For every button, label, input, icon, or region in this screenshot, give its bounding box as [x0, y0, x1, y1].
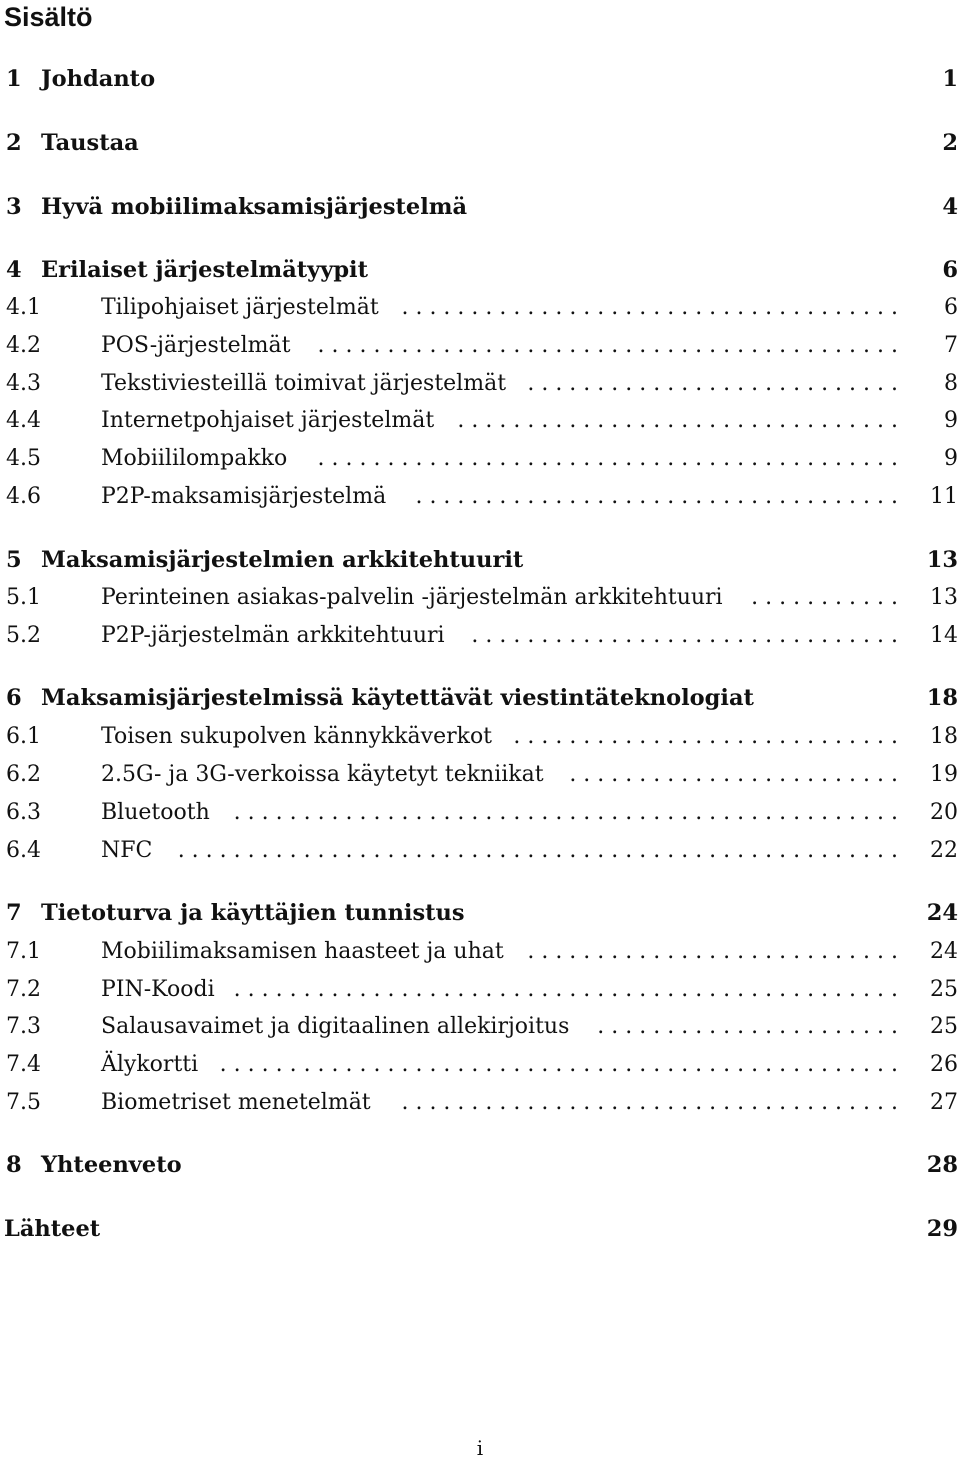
toc-entry-number: 7.1	[6, 938, 41, 964]
toc-entry-number: 4.3	[6, 370, 41, 396]
toc-entry-page: 2	[942, 130, 958, 156]
toc-entry-title: Tietoturva ja käyttäjien tunnistus	[41, 900, 465, 926]
toc-entry-page: 18	[926, 685, 958, 711]
toc-section-entry[interactable]	[0, 833, 960, 867]
toc-section-entry[interactable]	[0, 1085, 960, 1119]
toc-entry-page: 8	[944, 370, 958, 396]
toc-entry-number: 4.2	[6, 332, 41, 358]
toc-entry-page: 11	[930, 483, 958, 509]
toc-entry-title: Salausavaimet ja digitaalinen allekirjoitus	[101, 1013, 570, 1039]
toc-dot-leader: . . . . . . . . . . . . . . . . . . . . . . . . . . . . . . . . . . . . . . . . . . . . . . . . . . . .	[170, 837, 898, 863]
toc-entry-number: 2	[6, 130, 22, 156]
toc-entry-title: 2.5G- ja 3G-verkoissa käytetyt tekniikat	[101, 761, 544, 787]
toc-entry-number: 5	[6, 547, 22, 573]
toc-entry-title: Erilaiset järjestelmätyypit	[41, 257, 368, 283]
toc-entry-number: 6.2	[6, 761, 41, 787]
toc-entry-title: Hyvä mobiilimaksamisjärjestelmä	[41, 194, 468, 220]
toc-entry-title: Maksamisjärjestelmien arkkitehtuurit	[41, 547, 524, 573]
toc-section-entry[interactable]	[0, 719, 960, 753]
toc-chapter-entry[interactable]	[0, 681, 960, 715]
toc-entry-page: 9	[944, 445, 958, 471]
toc-entry-page: 25	[930, 1013, 958, 1039]
toc-chapter-entry[interactable]	[0, 1148, 960, 1182]
toc-dot-leader: . . . . . . . . . . . . . . . . . . . . . . . . . . . .	[506, 723, 898, 749]
toc-entry-number: 4	[6, 257, 22, 283]
toc-dot-leader: . . . . . . . . . . . . . . . . . . . . . . . . . . . . . . . .	[450, 407, 898, 433]
toc-chapter-entry[interactable]	[0, 126, 960, 160]
toc-entry-title: Biometriset menetelmät	[101, 1089, 371, 1115]
toc-entry-page: 6	[944, 294, 958, 320]
toc-entry-title: Johdanto	[41, 66, 156, 92]
toc-entry-title: NFC	[101, 837, 153, 863]
toc-chapter-entry[interactable]	[0, 190, 960, 224]
toc-entry-title: Älykortti	[101, 1051, 199, 1077]
toc-entry-page: 25	[930, 976, 958, 1002]
toc-entry-title: Toisen sukupolven kännykkäverkot	[101, 723, 493, 749]
toc-dot-leader: . . . . . . . . . . . . . . . . . . . . . . . . . . . . . . . . . . . . . . . . . . . . . . . .	[226, 799, 898, 825]
toc-entry-page: 18	[930, 723, 958, 749]
toc-dot-leader: . . . . . . . . . . .	[744, 584, 898, 610]
toc-dot-leader: . . . . . . . . . . . . . . . . . . . . . . . . . . . . . . . . . . . . . . . . . .	[310, 445, 898, 471]
toc-entry-page: 28	[926, 1152, 958, 1178]
toc-entry-page: 20	[930, 799, 958, 825]
toc-section-entry[interactable]	[0, 441, 960, 475]
toc-section-entry[interactable]	[0, 1047, 960, 1081]
toc-entry-number: 4.1	[6, 294, 41, 320]
toc-chapter-entry[interactable]	[0, 896, 960, 930]
toc-section-entry[interactable]	[0, 972, 960, 1006]
toc-section-entry[interactable]	[0, 795, 960, 829]
toc-entry-number: 7.4	[6, 1051, 41, 1077]
toc-dot-leader: . . . . . . . . . . . . . . . . . . . . . . . . . . . . . . . . . . . . . . . . . . . . . . . . .	[212, 1051, 898, 1077]
toc-section-entry[interactable]	[0, 1009, 960, 1043]
toc-entry-number: 7.5	[6, 1089, 41, 1115]
toc-entry-title: Maksamisjärjestelmissä käytettävät viestintäteknologiat	[41, 685, 754, 711]
toc-entry-page: 29	[926, 1216, 958, 1242]
toc-entry-number: 7.2	[6, 976, 41, 1002]
toc-entry-page: 4	[942, 194, 958, 220]
toc-section-entry[interactable]	[0, 757, 960, 791]
page-number: i	[476, 1436, 484, 1460]
toc-section-entry[interactable]	[0, 328, 960, 362]
toc-entry-page: 24	[926, 900, 958, 926]
toc-entry-number: 5.2	[6, 622, 41, 648]
toc-entry-title: Lähteet	[4, 1216, 101, 1242]
toc-entry-number: 3	[6, 194, 22, 220]
toc-entry-number: 4.6	[6, 483, 41, 509]
toc-entry-number: 6.1	[6, 723, 41, 749]
toc-section-entry[interactable]	[0, 366, 960, 400]
toc-entry-number: 4.5	[6, 445, 41, 471]
toc-entry-title: Yhteenveto	[41, 1152, 182, 1178]
toc-entry-number: 8	[6, 1152, 22, 1178]
toc-entry-title: P2P-maksamisjärjestelmä	[101, 483, 387, 509]
toc-section-entry[interactable]	[0, 290, 960, 324]
toc-entry-page: 1	[942, 66, 958, 92]
toc-dot-leader: . . . . . . . . . . . . . . . . . . . . . . . . . . .	[520, 938, 898, 964]
toc-entry-number: 5.1	[6, 584, 41, 610]
toc-dot-leader: . . . . . . . . . . . . . . . . . . . . . . . . . . . . . . . . . . .	[408, 483, 898, 509]
toc-dot-leader: . . . . . . . . . . . . . . . . . . . . . . . . . . . . . . . . . . . .	[394, 1089, 898, 1115]
page-title: Sisältö	[4, 2, 93, 32]
toc-entry-title: Tilipohjaiset järjestelmät	[101, 294, 379, 320]
toc-section-entry[interactable]	[0, 580, 960, 614]
toc-entry-title: Internetpohjaiset järjestelmät	[101, 407, 435, 433]
toc-entry-title: Mobiililompakko	[101, 445, 288, 471]
toc-entry-number: 7.3	[6, 1013, 41, 1039]
toc-entry-title: Mobiilimaksamisen haasteet ja uhat	[101, 938, 504, 964]
toc-entry-page: 19	[930, 761, 958, 787]
toc-dot-leader: . . . . . . . . . . . . . . . . . . . . . . . . . . . . . . .	[464, 622, 898, 648]
toc-entry-page: 24	[930, 938, 958, 964]
toc-chapter-entry[interactable]	[0, 253, 960, 287]
toc-entry-page: 22	[930, 837, 958, 863]
toc-entry-number: 6	[6, 685, 22, 711]
toc-section-entry[interactable]	[0, 479, 960, 513]
toc-entry-title: Perinteinen asiakas-palvelin -järjestelmän arkkitehtuuri	[101, 584, 723, 610]
toc-dot-leader: . . . . . . . . . . . . . . . . . . . . . . . .	[562, 761, 898, 787]
toc-dot-leader: . . . . . . . . . . . . . . . . . . . . . . . . . . . . . . . . . . . . . . . . . .	[310, 332, 898, 358]
toc-dot-leader: . . . . . . . . . . . . . . . . . . . . . .	[590, 1013, 898, 1039]
toc-chapter-entry[interactable]	[0, 543, 960, 577]
toc-entry-page: 26	[930, 1051, 958, 1077]
toc-entry-title: POS-järjestelmät	[101, 332, 291, 358]
toc-entry-title: Taustaa	[41, 130, 139, 156]
toc-section-entry[interactable]	[0, 403, 960, 437]
toc-entry-page: 27	[930, 1089, 958, 1115]
toc-entry-number: 6.4	[6, 837, 41, 863]
toc-entry-page: 9	[944, 407, 958, 433]
toc-entry-title: Bluetooth	[101, 799, 210, 825]
toc-entry-page: 13	[926, 547, 958, 573]
toc-entry-number: 7	[6, 900, 22, 926]
toc-entry-title: Tekstiviesteillä toimivat järjestelmät	[101, 370, 507, 396]
toc-entry-number: 1	[6, 66, 22, 92]
toc-entry-page: 14	[930, 622, 958, 648]
toc-chapter-entry[interactable]	[0, 1212, 960, 1246]
toc-entry-number: 4.4	[6, 407, 41, 433]
toc-chapter-entry[interactable]	[0, 62, 960, 96]
toc-section-entry[interactable]	[0, 934, 960, 968]
toc-entry-number: 6.3	[6, 799, 41, 825]
toc-section-entry[interactable]	[0, 618, 960, 652]
toc-dot-leader: . . . . . . . . . . . . . . . . . . . . . . . . . . .	[520, 370, 898, 396]
toc-entry-page: 13	[930, 584, 958, 610]
toc-dot-leader: . . . . . . . . . . . . . . . . . . . . . . . . . . . . . . . . . . . . . . . . . . . . . . . .	[226, 976, 898, 1002]
toc-dot-leader: . . . . . . . . . . . . . . . . . . . . . . . . . . . . . . . . . . . .	[394, 294, 898, 320]
toc-entry-title: PIN-Koodi	[101, 976, 215, 1002]
toc-entry-page: 6	[942, 257, 958, 283]
toc-entry-title: P2P-järjestelmän arkkitehtuuri	[101, 622, 445, 648]
toc-entry-page: 7	[944, 332, 958, 358]
